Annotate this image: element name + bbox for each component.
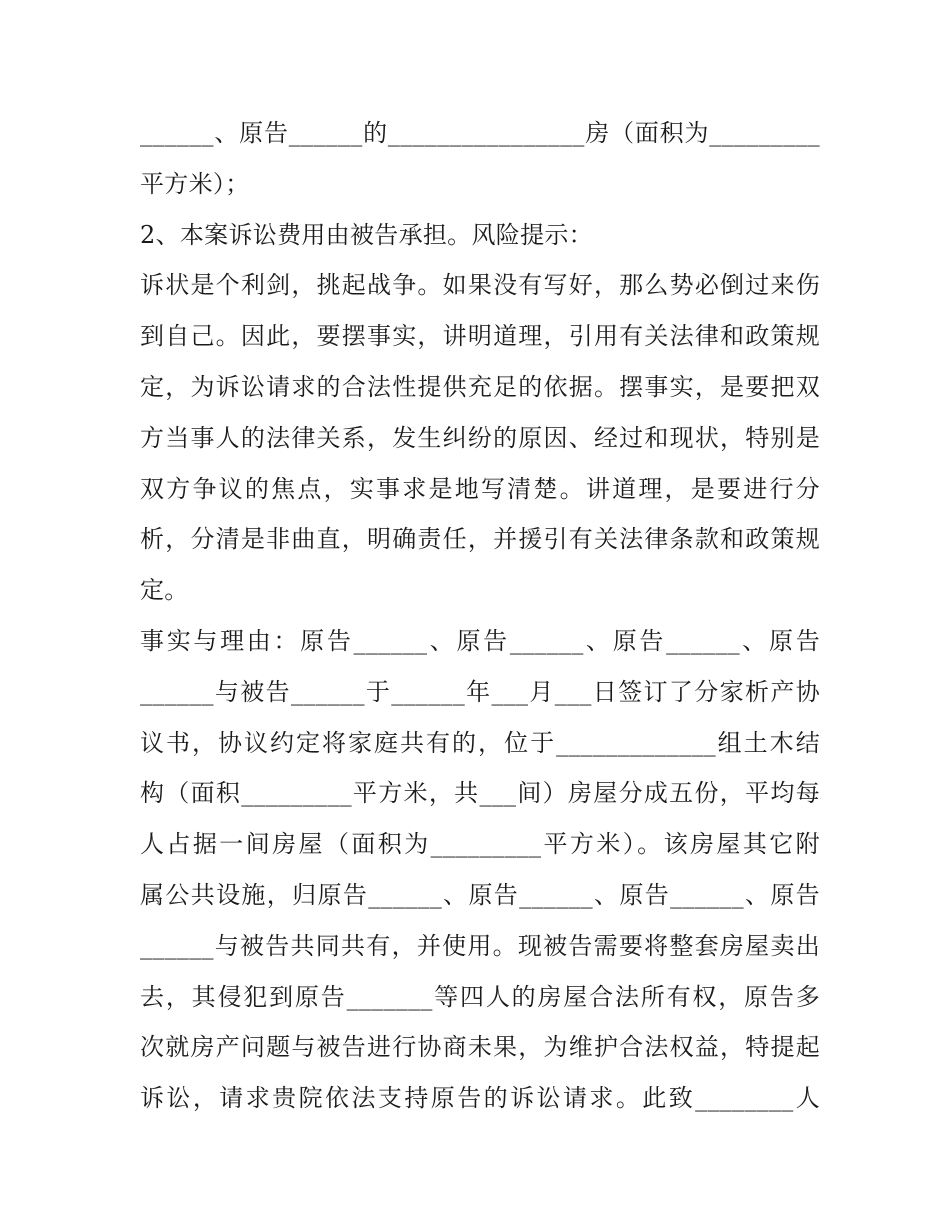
text-line: 人占据一间房屋（面积为_________平方米）。该房屋其它附 bbox=[140, 830, 820, 859]
text-line: 定。 bbox=[140, 576, 189, 605]
text-line: 诉讼，请求贵院依法支持原告的诉讼请求。此致________人 bbox=[140, 1084, 820, 1113]
text-line: ______、原告______的________________房（面积为_________ bbox=[140, 119, 820, 147]
text-line: 2、本案诉讼费用由被告承担。风险提示： bbox=[140, 220, 593, 249]
text-line: 属公共设施，归原告______、原告______、原告______、原告 bbox=[140, 880, 820, 909]
document-body bbox=[140, 108, 820, 1124]
text-line: ______与被告共同共有，并使用。现被告需要将整套房屋卖出 bbox=[140, 931, 820, 960]
text-line: 析，分清是非曲直，明确责任，并援引有关法律条款和政策规 bbox=[140, 525, 820, 554]
text-line: 方当事人的法律关系，发生纠纷的原因、经过和现状，特别是 bbox=[140, 423, 820, 452]
text-line: 议书，协议约定将家庭共有的，位于_____________组土木结 bbox=[140, 728, 820, 757]
text-line: ______与被告______于______年___月___日签订了分家析产协 bbox=[140, 677, 820, 706]
text-line: 诉状是个利剑，挑起战争。如果没有写好，那么势必倒过来伤 bbox=[140, 271, 820, 300]
text-line: 到自己。因此，要摆事实，讲明道理，引用有关法律和政策规 bbox=[140, 322, 820, 351]
text-line: 去，其侵犯到原告_______等四人的房屋合法所有权，原告多 bbox=[140, 982, 820, 1011]
text-line: 构（面积_________平方米，共___间）房屋分成五份，平均每 bbox=[140, 779, 820, 808]
text-line: 平方米）； bbox=[140, 169, 250, 198]
text-line: 定，为诉讼请求的合法性提供充足的依据。摆事实，是要把双 bbox=[140, 372, 820, 401]
text-line: 次就房产问题与被告进行协商未果，为维护合法权益，特提起 bbox=[140, 1033, 820, 1062]
text-line: 双方争议的焦点，实事求是地写清楚。讲道理，是要进行分 bbox=[140, 474, 820, 503]
text-line: 事实与理由：原告______、原告______、原告______、原告 bbox=[140, 626, 820, 655]
